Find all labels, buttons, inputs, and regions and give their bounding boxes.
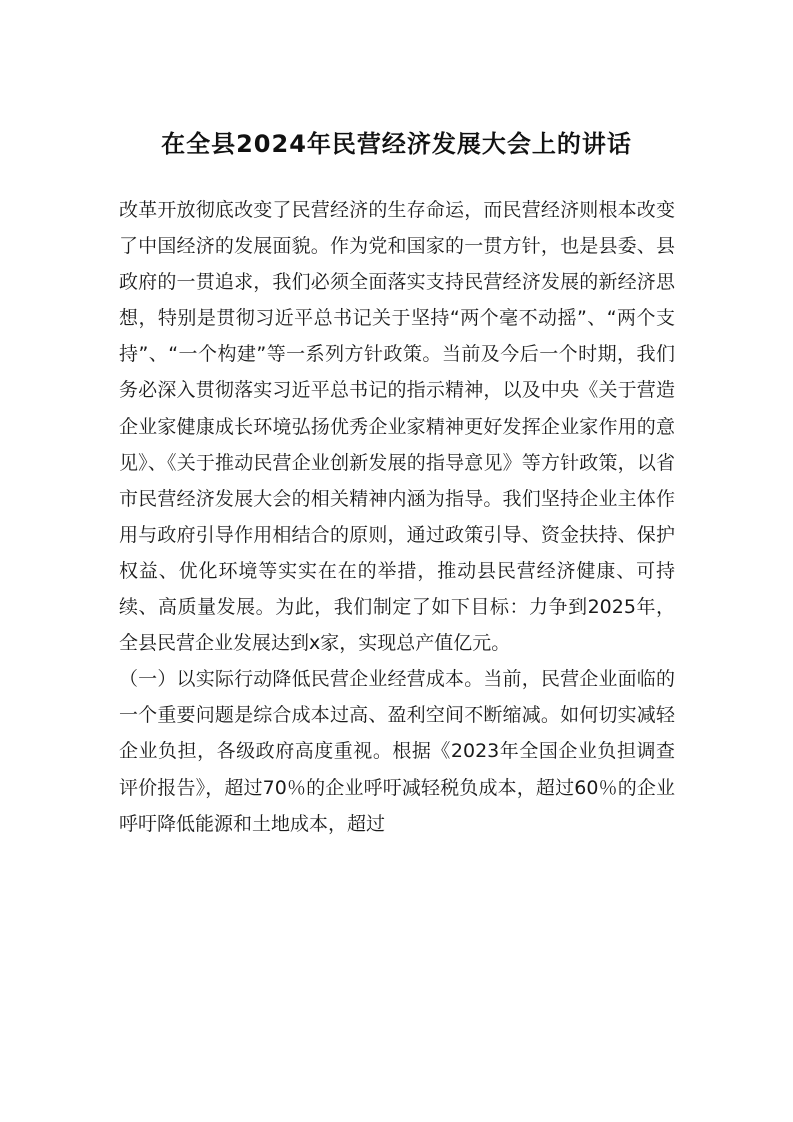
paragraph-intro: 改革开放彻底改变了民营经济的生存命运，而民营经济则根本改变了中国经济的发展面貌。作为党和国家的一贯方针，也是县委、县政府的一贯追求，我们必须全面落实支持民营经济发展的新经济思想，特别是贯彻习近平总书记关于坚持“两个毫不动摇”、“两个支持”、“一个构建”等一系列方针政策。当前及今后一个时期，我们务必深入贯彻落实习近平总书记的指示精神，以及中央《关于营造企业家健康成长环境弘扬优秀企业家精神更好发挥企业家作用的意见》、《关于推动民营企业创新发展的指导意见》等方针政策，以省市民营经济发展大会的相关精神内涵为指导。我们坚持企业主体作用与政府引导作用相结合的原则，通过政策引导、资金扶持、保护权益、优化环境等实实在在的举措，推动县民营经济健康、可持续、高质量发展。为此，我们制定了如下目标：力争到2025年，全县民营企业发展达到x家，实现总产值亿元。: [119, 199, 675, 655]
document-title: 在全县2024年民营经济发展大会上的讲话: [161, 130, 632, 158]
paragraph-section-1: （一）以实际行动降低民营企业经营成本。当前，民营企业面临的一个重要问题是综合成本过高、盈利空间不断缩减。如何切实减轻企业负担，各级政府高度重视。根据《2023年全国企业负担调查评价报告》，超过70％的企业呼吁减轻税负成本，超过60％的企业呼吁降低能源和土地成本，超过: [119, 668, 675, 835]
document-body: [119, 192, 675, 842]
